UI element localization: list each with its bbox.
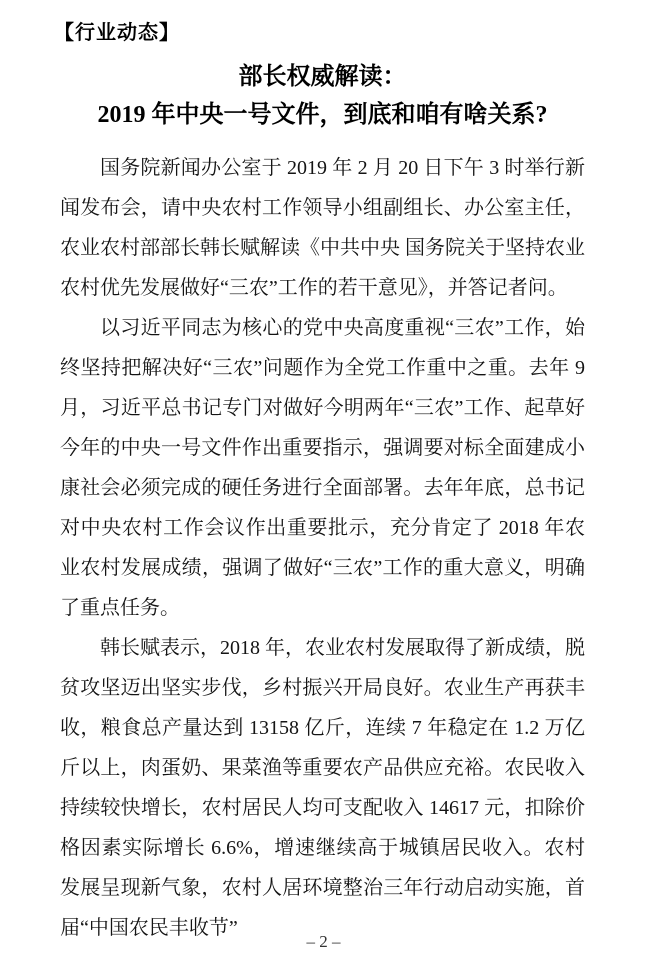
article-title-line-1: 部长权威解读： (238, 64, 407, 90)
article-title-line-2: 2019 年中央一号文件，到底和咱有啥关系? (97, 102, 548, 128)
paragraph: 国务院新闻办公室于 2019 年 2 月 20 日下午 3 时举行新闻发布会，请中央农村工作领导小组副组长、办公室主任，农业农村部部长韩长赋解读《中共中央 国务院关于坚持农业农村优先发展做好“三农”工作的若干意见》，并答记者问。 (60, 157, 585, 299)
section-label: 【行业动态】 (54, 22, 180, 44)
article-body (60, 148, 585, 948)
article-title (60, 58, 585, 134)
paragraph: 以习近平同志为核心的党中央高度重视“三农”工作，始终坚持把解决好“三农”问题作为全党工作重中之重。去年 9 月，习近平总书记专门对做好今明两年“三农”工作、起草好今年的中央一号文件作出重要指示，强调要对标全面建成小康社会必须完成的硬任务进行全面部署。去年年底，总书记对中央农村工作会议作出重要批示，充分肯定了 2018 年农业农村发展成绩，强调了做好“三农”工作的重大意义，明确了重点任务。 (60, 317, 585, 619)
page-number: – 2 – (306, 932, 341, 951)
paragraph: 韩长赋表示，2018 年，农业农村发展取得了新成绩，脱贫攻坚迈出坚实步伐，乡村振兴开局良好。农业生产再获丰收，粮食总产量达到 13158 亿斤，连续 7 年稳定在 1.2 万亿斤以上，肉蛋奶、果菜渔等重要农产品供应充裕。农民收入持续较快增长，农村居民人均可支配收入 14617 元，扣除价格因素实际增长 6.6%，增速继续高于城镇居民收入。农村发展呈现新气象，农村人居环境整治三年行动启动实施，首届“中国农民丰收节” (60, 637, 585, 939)
